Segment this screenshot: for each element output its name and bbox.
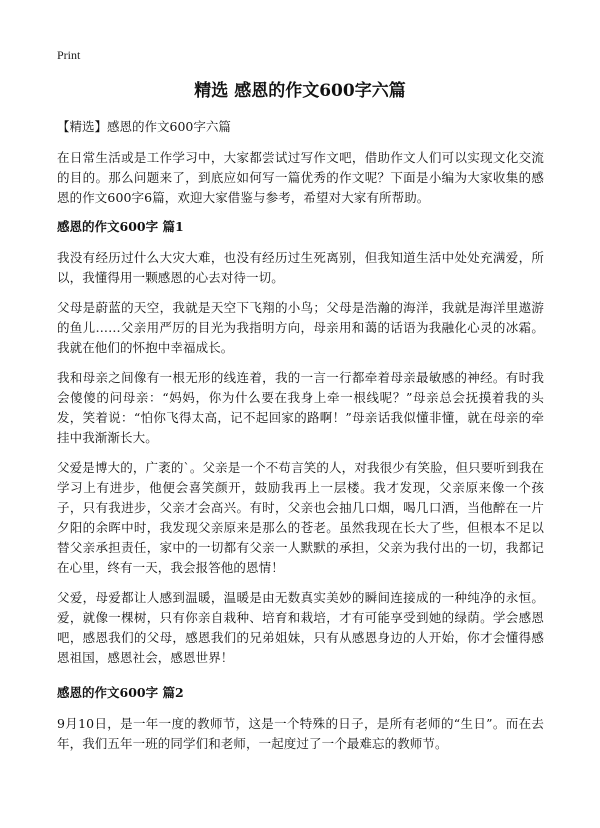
article-subtitle: 【精选】感恩的作文600字六篇	[57, 119, 231, 134]
paragraph: 父母是蔚蓝的天空，我就是天空下飞翔的小鸟；父母是浩瀚的海洋，我就是海洋里遨游的鱼儿……父亲用严厉的目光为我指明方向，母亲用和蔼的话语为我融化心灵的冰霜。我就在他们的怀抱中幸福成长。	[57, 300, 544, 355]
section-heading: 感恩的作文600字 篇1	[57, 219, 184, 234]
paragraph: 父爱是博大的，广袤的`。父亲是一个不苟言笑的人，对我很少有笑脸，但只要听到我在学习上有进步，他便会喜笑颜开，鼓励我再上一层楼。我才发现，父亲原来像一个孩子，只有我进步，父亲才会高兴。有时，父亲也会抽几口烟，喝几口酒，当他醉在一片夕阳的余晖中时，我发现父亲原来是那么的苍老。虽然我现在长大了些，但根本不足以替父亲承担责任，家中的一切都有父亲一人默默的承担，父亲为我付出的一切，我都记在心里，终有一天，我会报答他的恩情！	[57, 460, 544, 575]
intro-paragraph: 在日常生活或是工作学习中，大家都尝试过写作文吧，借助作文人们可以实现文化交流的目的。那么问题来了，到底应如何写一篇优秀的作文呢？下面是小编为大家收集的感恩的作文600字6篇，欢迎大家借鉴与参考，希望对大家有所帮助。	[57, 150, 544, 205]
paragraph: 我和母亲之间像有一根无形的线连着，我的一言一行都牵着母亲最敏感的神经。有时我会傻傻的问母亲：“妈妈，你为什么要在我身上牵一根线呢？”母亲总会抚摸着我的头发，笑着说：“怕你飞得太高，记不起回家的路啊！”母亲话我似懂非懂，就在母亲的牵挂中我渐渐长大。	[57, 370, 544, 445]
paragraph: 我没有经历过什么大灾大难，也没有经历过生死离别，但我知道生活中处处充满爱，所以，我懂得用一颗感恩的心去对待一切。	[57, 250, 544, 285]
article-body	[57, 118, 544, 764]
print-link[interactable]: Print	[57, 48, 81, 62]
paragraph: 9月10日，是一年一度的教师节，这是一个特殊的日子，是所有老师的“生日”。而在去年，我们五年一班的同学们和老师，一起度过了一个最难忘的教师节。	[57, 716, 544, 751]
paragraph: 父爱，母爱都让人感到温暖，温暖是由无数真实美妙的瞬间连接成的一种纯净的永恒。爱，就像一棵树，只有你亲自栽种、培育和栽培，才有可能享受到她的绿荫。学会感恩吧，感恩我们的父母，感恩我们的兄弟姐妹，只有从感恩身边的人开始，你才会懂得感恩祖国，感恩社会，感恩世界！	[57, 590, 544, 665]
page-title: 精选 感恩的作文600字六篇	[194, 81, 406, 101]
section-heading: 感恩的作文600字 篇2	[57, 685, 184, 700]
